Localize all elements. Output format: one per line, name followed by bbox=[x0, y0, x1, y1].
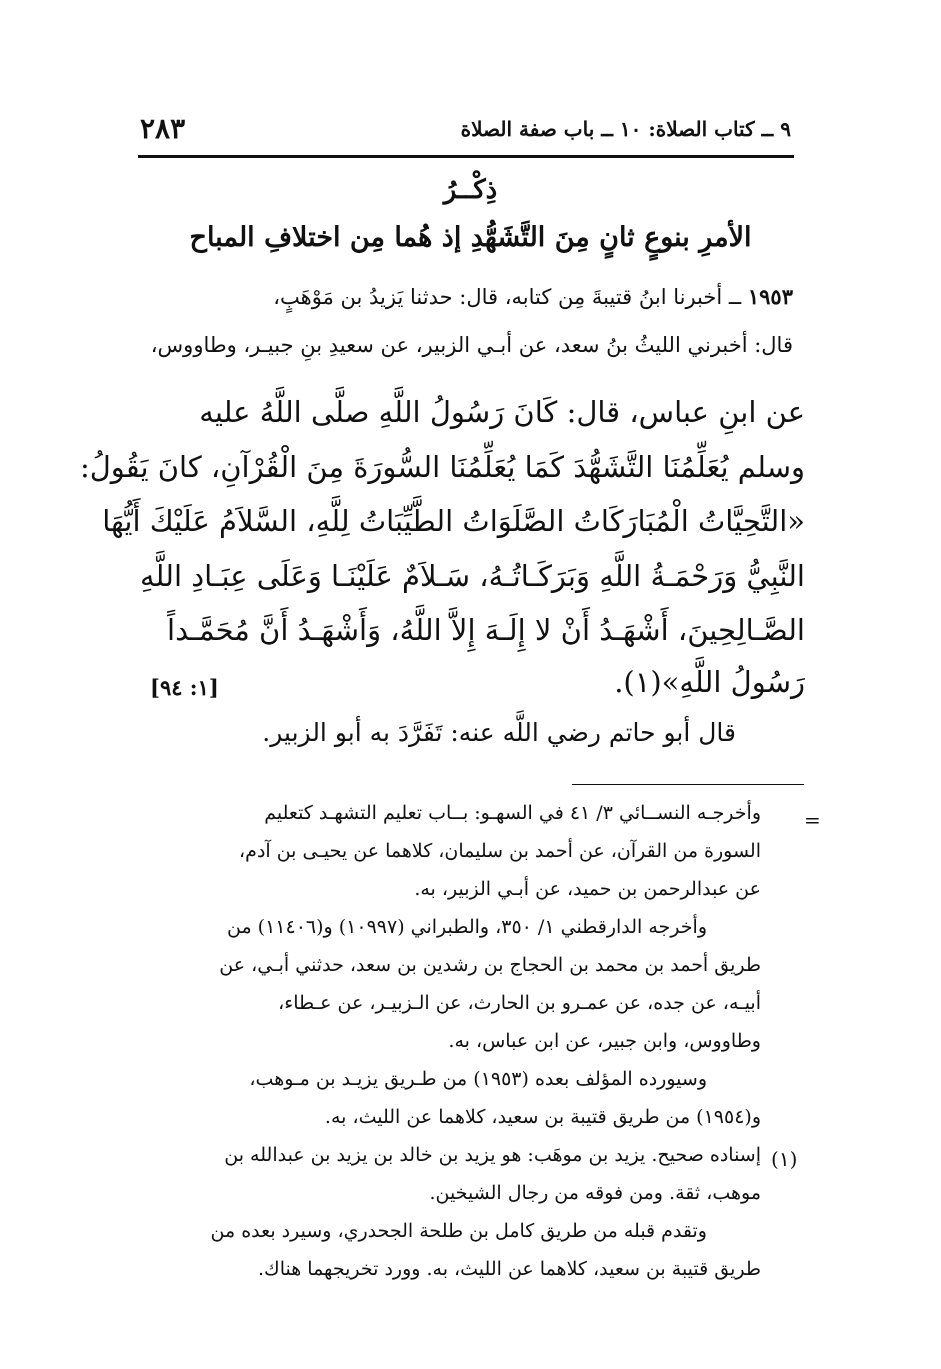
footnote-line: وأخرجـه النســائي ٣/ ٤١ في السهـو: بــاب تعليم التشهـد كتعليم bbox=[264, 802, 761, 824]
running-title: ٩ ــ كتاب الصلاة: ١٠ ــ باب صفة الصلاة bbox=[460, 117, 791, 141]
section-label: ذِكْــرُ bbox=[443, 175, 498, 205]
footnote-line: عن عبدالرحمن بن حميد، عن أبـي الزبير، به. bbox=[414, 878, 761, 900]
footnote-line: موهب، ثقة. ومن فوقه من رجال الشيخين. bbox=[429, 1182, 761, 1204]
hadith-reference: [١: ٩٤] bbox=[150, 675, 219, 700]
isnad-text-1: ــ أخبرنا ابنُ قتيبةَ مِن كتابه، قال: حدثنا يَزيدُ بن مَوْهَبٍ، bbox=[273, 285, 742, 309]
hadith-number: ١٩٥٣ bbox=[747, 284, 793, 309]
footnote-line: طريق أحمد بن محمد بن الحجاج بن رشدين بن سعد، حدثني أبـي، عن bbox=[219, 954, 761, 976]
footnote-line: وسيورده المؤلف بعده (١٩٥٣) من طـريق يزيـد بن مـوهب، bbox=[249, 1068, 707, 1090]
isnad-line-2: قال: أخبرني الليثُ بنُ سعد، عن أبـي الزبير، عن سعيدِ بنِ جبيـر، وطاووس، bbox=[150, 333, 793, 357]
footnote-line: و(١٩٥٤) من طريق قتيبة بن سعيد، كلاهما عن الليث، به. bbox=[324, 1106, 761, 1128]
footnote-number: (١) bbox=[771, 1147, 798, 1171]
footnote-line: طريق قتيبة بن سعيد، كلاهما عن الليث، به. وورد تخريجهما هناك. bbox=[258, 1258, 761, 1280]
isnad-line-1 bbox=[133, 284, 793, 309]
matn-line: النَّبِيُّ وَرَحْمَـةُ اللَّهِ وَبَرَكَـاتُـهُ، سَـلاَمٌ عَلَيْنَـا وَعَلَى عِبَـادِ اللَّهِ bbox=[139, 559, 805, 593]
footnote-rule bbox=[572, 784, 804, 785]
matn-line: وسلم يُعَلِّمُنَا التَّشَهُّدَ كَمَا يُعَلِّمُنَا السُّورَةَ مِنَ الْقُرْآنِ، كانَ يَقُولُ: bbox=[79, 450, 805, 484]
matn-line: الصَّـالِحِينَ، أَشْهَـدُ أَنْ لا إِلَـهَ إِلاَّ اللَّهُ، وَأَشْهَـدُ أَنَّ مُحَمَّـداً bbox=[167, 613, 805, 647]
header-rule bbox=[138, 155, 794, 158]
footnote-line: السورة من القرآن، عن أحمد بن سليمان، كلاهما عن يحيـى بن آدم، bbox=[239, 840, 761, 862]
page-number: ٢٨٣ bbox=[140, 112, 186, 145]
closing-remark: قال أبو حاتم رضي اللَّه عنه: تَفَرَّدَ به أبو الزبير. bbox=[262, 718, 736, 747]
footnote-line: وطاووس، وابن جبير، عن ابن عباس، به. bbox=[448, 1030, 761, 1052]
footnote-line: أبيـه، عن جده، عن عمـرو بن الحارث، عن الـزبيـر، عن عـطاء، bbox=[278, 992, 761, 1014]
continuation-mark: = bbox=[804, 808, 821, 832]
matn-line: «التَّحِيَّاتُ الْمُبَارَكَاتُ الصَّلَوَاتُ الطَّيِّبَاتُ لِلَّهِ، السَّلاَمُ عَلَيْكَ أَيُّهَا bbox=[102, 504, 805, 538]
section-title: الأمرِ بنوعٍ ثانٍ مِنَ التَّشَهُّدِ إذ هُما مِن اختلافِ المباح bbox=[189, 222, 752, 253]
matn-line: عن ابنِ عباس، قال: كَانَ رَسُولُ اللَّهِ صلَّى اللَّهُ عليه bbox=[199, 395, 805, 429]
matn-line: رَسُولُ اللَّهِ»(١). bbox=[614, 665, 805, 699]
footnote-line: وتقدم قبله من طريق كامل بن طلحة الجحدري، وسيرد بعده من bbox=[210, 1220, 707, 1242]
footnote-line: وأخرجه الدارقطني ١/ ٣٥٠، والطبراني (١٠٩٩٧) و(١١٤٠٦) من bbox=[226, 916, 707, 938]
footnote-line: إسناده صحيح. يزيد بن موهَب: هو يزيد بن خالد بن يزيد بن عبدالله بن bbox=[224, 1144, 761, 1166]
